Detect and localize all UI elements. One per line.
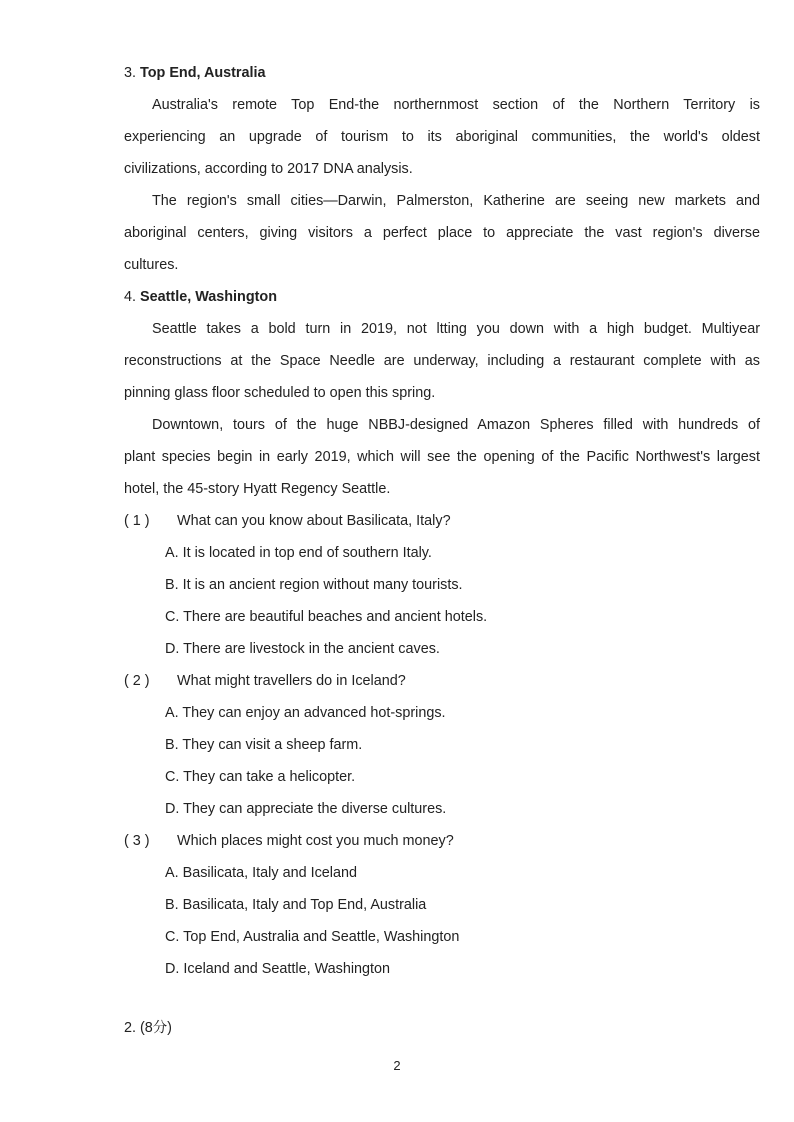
question-text: What might travellers do in Iceland? xyxy=(177,673,406,689)
question xyxy=(124,831,760,851)
paragraph-line: pinning glass floor scheduled to open this spring. xyxy=(124,385,436,401)
paragraph-line: plant species begin in early 2019, which will see the opening of the Pacific Northwest's largest xyxy=(124,449,760,465)
answer-option[interactable]: A. Basilicata, Italy and Iceland xyxy=(165,865,357,881)
answer-option[interactable]: B. Basilicata, Italy and Top End, Australia xyxy=(165,897,427,913)
question-text: Which places might cost you much money? xyxy=(177,833,454,849)
answer-option[interactable]: B. They can visit a sheep farm. xyxy=(165,737,363,753)
section-heading xyxy=(124,287,760,307)
answer-option[interactable]: C. They can take a helicopter. xyxy=(165,769,356,785)
section-number: 4. xyxy=(124,289,137,305)
question-number: ( 2 ) xyxy=(124,673,150,689)
answer-option[interactable]: D. There are livestock in the ancient caves. xyxy=(165,641,440,657)
paragraph-line: reconstructions at the Space Needle are underway, including a restaurant complete with as xyxy=(124,353,760,369)
paragraph-line: hotel, the 45-story Hyatt Regency Seattle. xyxy=(124,481,391,497)
next-item-label: 2. (8分) xyxy=(124,1020,172,1036)
paragraph-line: The region's small cities—Darwin, Palmerston, Katherine are seeing new markets and xyxy=(152,193,760,209)
paragraph-line: experiencing an upgrade of tourism to its aboriginal communities, the world's oldest xyxy=(124,129,760,145)
question xyxy=(124,511,760,531)
answer-option[interactable]: D. Iceland and Seattle, Washington xyxy=(165,961,391,977)
paragraph-line: Seattle takes a bold turn in 2019, not ltting you down with a high budget. Multiyear xyxy=(152,321,760,337)
question-text: What can you know about Basilicata, Italy? xyxy=(177,513,451,529)
paragraph-line: cultures. xyxy=(124,257,179,273)
section-title: Top End, Australia xyxy=(140,65,266,81)
question-number: ( 3 ) xyxy=(124,833,150,849)
answer-option[interactable]: C. Top End, Australia and Seattle, Washington xyxy=(165,929,460,945)
answer-option[interactable]: A. It is located in top end of southern Italy. xyxy=(165,545,432,561)
section-number: 3. xyxy=(124,65,137,81)
answer-option[interactable]: B. It is an ancient region without many tourists. xyxy=(165,577,463,593)
section-title: Seattle, Washington xyxy=(140,289,278,305)
paragraph-line: civilizations, according to 2017 DNA analysis. xyxy=(124,161,413,177)
answer-option[interactable]: A. They can enjoy an advanced hot-springs. xyxy=(165,705,446,721)
section-heading xyxy=(124,63,760,83)
paragraph-line: Downtown, tours of the huge NBBJ-designed Amazon Spheres filled with hundreds of xyxy=(152,417,760,433)
page-number: 2 xyxy=(393,1058,401,1073)
paragraph-line: aboriginal centers, giving visitors a perfect place to appreciate the vast region's diverse xyxy=(124,225,760,241)
question xyxy=(124,671,760,691)
answer-option[interactable]: D. They can appreciate the diverse cultures. xyxy=(165,801,447,817)
question-number: ( 1 ) xyxy=(124,513,150,529)
paragraph-line: Australia's remote Top End-the northernmost section of the Northern Territory is xyxy=(152,97,760,113)
answer-option[interactable]: C. There are beautiful beaches and ancient hotels. xyxy=(165,609,488,625)
